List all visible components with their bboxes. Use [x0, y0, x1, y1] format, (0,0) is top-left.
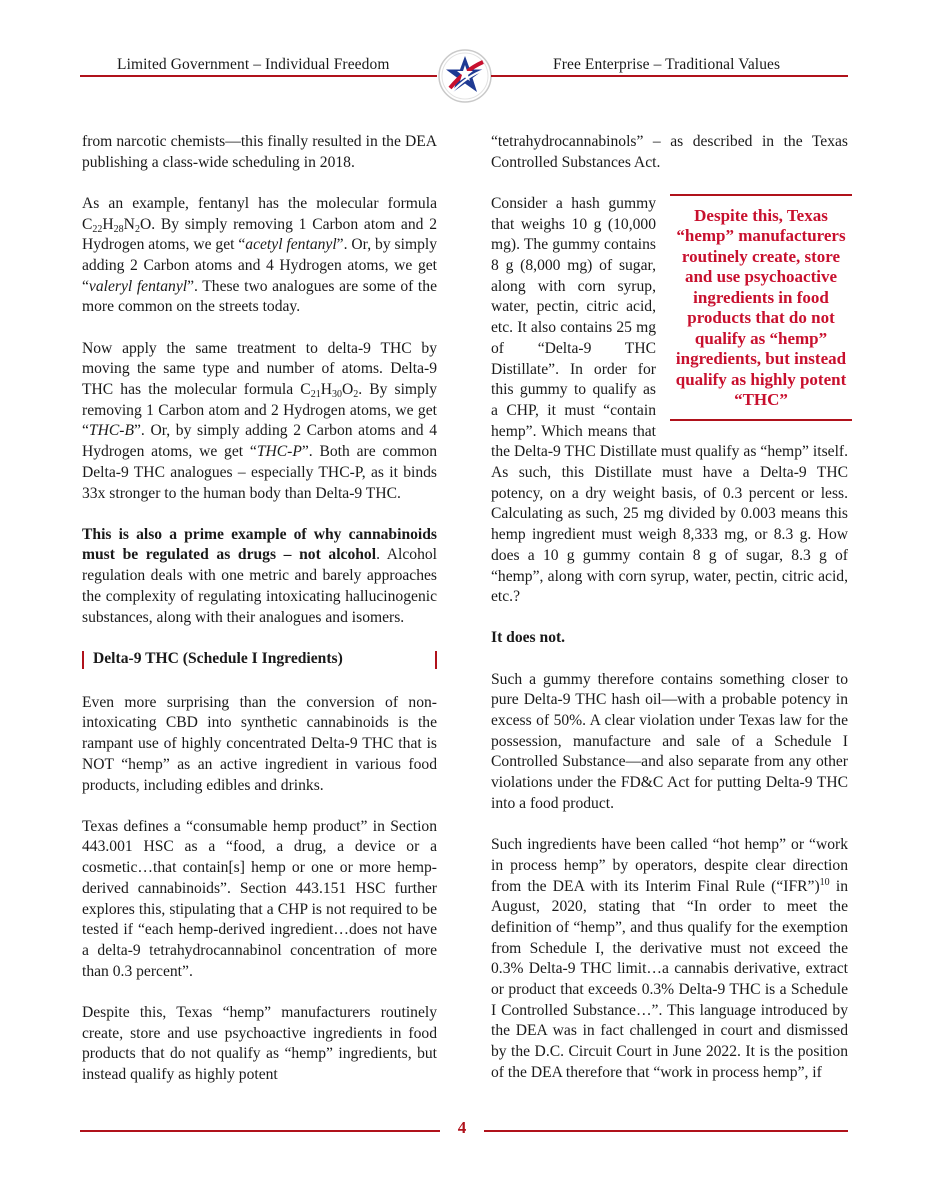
page-header — [0, 48, 927, 108]
paragraph: from narcotic chemists—this finally resulted in the DEA publishing a class-wide scheduling in 2018. — [82, 133, 437, 171]
pull-quote-rule-bottom — [670, 419, 852, 421]
right-column — [491, 132, 848, 1084]
star-seal-icon — [437, 48, 493, 104]
left-column — [82, 132, 437, 1086]
paragraph-answer: It does not. — [491, 629, 566, 647]
header-right-motto: Free Enterprise – Traditional Values — [553, 56, 781, 73]
section-heading-bar-left — [82, 651, 84, 669]
footer-rule-left — [80, 1130, 440, 1132]
section-heading-bar-right — [435, 651, 437, 669]
paragraph: “tetrahydrocannabinols” – as described in the Texas Controlled Substances Act. — [491, 133, 848, 171]
header-rule-left — [80, 75, 437, 77]
page-footer — [0, 1118, 927, 1148]
paragraph-thc-formula: Now apply the same treatment to delta-9 THC by moving the same type and number of atoms. Delta-9 THC has the molecular formula $C_{21}H_{30}O_2$. By simply removing 1 Carbon atom and 2 Hydrogen atoms, we get “THC-B”. Or, by simply adding 2 Carbon atoms and 4 Hydrogen atoms, we get “THC-P”. Both are common Delta-9 THC analogues – especially THC-P, as it binds 33x stronger to the human body than Delta-9 THC. — [82, 339, 437, 502]
pull-quote-text: Despite this, Texas “hemp” manufacturers routinely create, store and use psychoactive ingredients in food products that do not qualify as “hemp” ingredients, but instead qualify as highly potent “THC” — [675, 205, 847, 410]
paragraph-regulation: This is also a prime example of why cannabinoids must be regulated as drugs – not alcohol. Alcohol regulation deals with one metric and barely approaches the complexity of regulating intoxicating hallucinogenic substances, along with their analogues and isomers. — [82, 525, 437, 626]
paragraph: Despite this, Texas “hemp” manufacturers routinely create, store and use psychoactive ingredients in food products that do not qualify as “hemp” ingredients, but instead qualify as highly potent — [82, 1003, 437, 1084]
section-heading-title: Delta-9 THC (Schedule I Ingredients) — [93, 649, 343, 667]
footnote-ref: 10 — [819, 876, 830, 888]
paragraph-gummy-example: Consider a hash gummy that weighs 10 g (10,000 mg). The gummy contains 8 g (8,000 mg) of sugar, along with corn syrup, water, pectin, citric acid, etc. It also contains 25 mg of “Delta-9 THC Distillate”. In order for this gummy to qualify as a CHP, it must “contain hemp”. Which means that the Delta-9 THC Distillate must qualify as “hemp” itself. As such, this Distillate must have a Delta-9 THC potency, on a dry weight basis, of 0.3 percent or less. Calculating as such, 25 mg divided by 0.003 means this hemp ingredient must weigh 8,333 mg, or 8.3 g. How does a 10 g gummy contain 8 g of sugar, 8.3 g of “hemp”, along with corn syrup, water, pectin, citric acid, etc.? — [491, 194, 848, 606]
header-rule-right — [491, 75, 848, 77]
paragraph: Such a gummy therefore contains something closer to pure Delta-9 THC hash oil—with a probable potency in excess of 50%. A clear violation under Texas law for the possession, manufacture and sale of a Schedule I Controlled Substance—and also separate from any other violations under the FD&C Act for putting Delta-9 THC into a food product. — [491, 670, 848, 812]
paragraph: Even more surprising than the conversion of non-intoxicating CBD into synthetic cannabinoids is the rampant use of highly concentrated Delta-9 THC that is NOT “hemp” as an active ingredient in various food products, including edibles and drinks. — [82, 693, 437, 794]
header-left-motto: Limited Government – Individual Freedom — [117, 56, 390, 73]
pull-quote — [670, 194, 852, 421]
paragraph-fentanyl-formula: As an example, fentanyl has the molecular formula $C_{22}H_{28}N_2O$. By simply removing 1 Carbon atom and 2 Hydrogen atoms, we get “acetyl fentanyl”. Or, by simply adding 2 Carbon atoms and 4 Hydrogen atoms, we get “valeryl fentanyl”. These two analogues are some of the more common on the streets today. — [82, 194, 437, 316]
paragraph: Texas defines a “consumable hemp product” in Section 443.001 HSC as a “food, a drug, a device or a cosmetic…that contain[s] hemp or one or more hemp-derived cannabinoids”. Section 443.151 HSC further explores this, stipulating that a CHP is not required to be tested if “each hemp-derived ingredient…does not have a delta-9 tetrahydrocannabinol concentration of more than 0.3 percent”. — [82, 817, 437, 980]
paragraph-dea-rule: Such ingredients have been called “hot hemp” or “work in process hemp” by operators, despite clear direction from the DEA with its Interim Final Rule (“IFR”)$^{10}$ in August, 2020, stating that “In order to meet the definition of “hemp”, and thus qualify for the exemption from Schedule I, the derivative must not exceed the 0.3% Delta-9 THC limit…a cannabis derivative, extract or product that exceeds 0.3% Delta-9 THC is a Schedule I Controlled Substance…”. This language introduced by the DEA was in fact challenged in court and dismissed by the D.C. Circuit Court in June 2022. It is the position of the DEA therefore that “work in process hemp”, if — [491, 836, 849, 1081]
section-heading — [82, 649, 437, 673]
page-number: 4 — [457, 1118, 467, 1137]
footer-rule-right — [484, 1130, 848, 1132]
